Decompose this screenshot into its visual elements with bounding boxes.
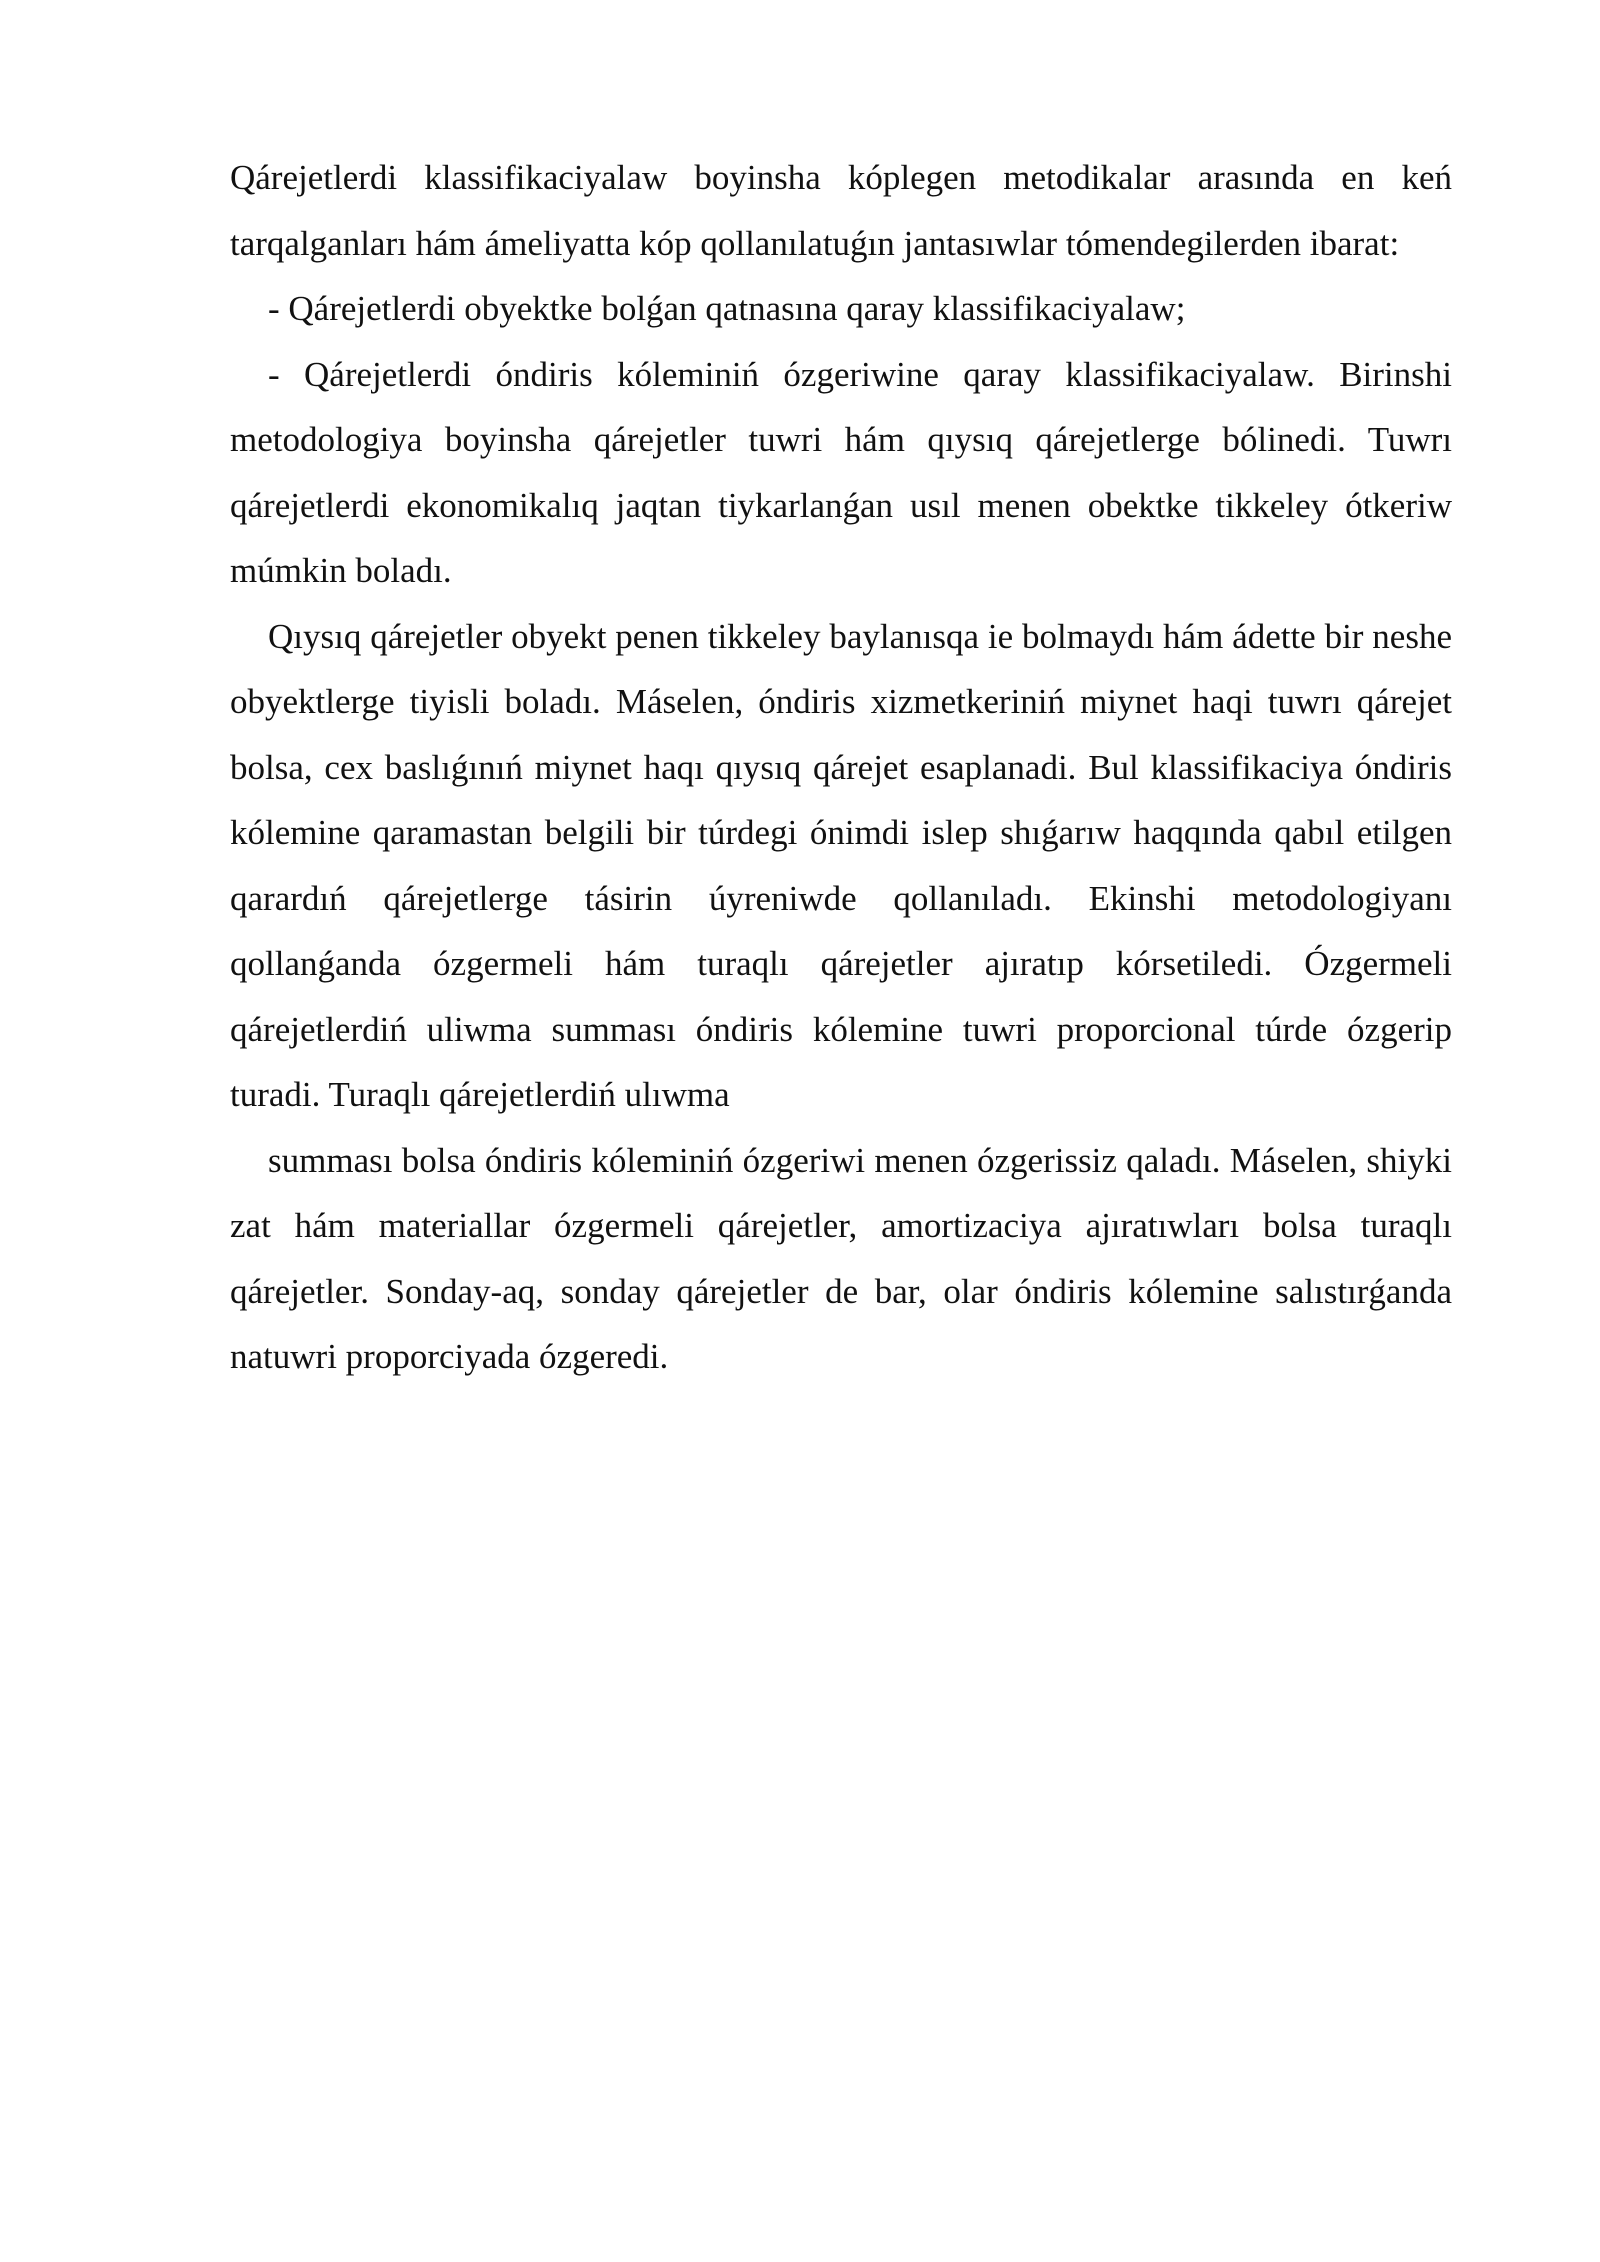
paragraph-intro: Qárejetlerdi klassifikaciyalaw boyinsha kóplegen metodikalar arasında en keń tarqalganları hám ámeliyatta kóp qollanılatuǵın jantasıwlar tómendegilerden ibarat: xyxy=(230,158,1452,263)
document-page xyxy=(230,145,1452,1390)
list-item-volume-classification: - Qárejetlerdi óndiris kóleminiń ózgeriwine qaray klassifikaciyalaw. Birinshi metodologiya boyinsha qárejetler tuwri hám qıysıq qárejetlerge bólinedi. Tuwrı qárejetlerdi ekonomikalıq jaqtan tiykarlanǵan usıl menen obektke tikkeley ótkeriw múmkin boladı. xyxy=(230,354,1452,590)
list-item-object-classification: - Qárejetlerdi obyektke bolǵan qatnasına qaray klassifikaciyalaw; xyxy=(268,289,1186,328)
paragraph-indirect-costs: Qıysıq qárejetler obyekt penen tikkeley baylanısqa ie bolmaydı hám ádette bir neshe obyektlerge tiyisli boladı. Máselen, óndiris xizmetkeriniń miynet haqi tuwrı qárejet bolsa, cex baslıǵınıń miynet haqı qıysıq qárejet esaplanadi. Bul klassifikaciya óndiris kólemine qaramastan belgili bir túrdegi ónimdi islep shıǵarıw haqqında qabıl etilgen qarardıń qárejetlerge tásirin úyreniwde qollanıladı. Ekinshi metodologiyanı qollanǵanda ózgermeli hám turaqlı qárejetler ajıratıp kórsetiledi. Ózgermeli qárejetlerdiń uliwma summası óndiris kólemine tuwri proporcional túrde ózgerip turadi. Turaqlı qárejetlerdiń ulıwma xyxy=(230,616,1452,1114)
paragraph-fixed-costs: summası bolsa óndiris kóleminiń ózgeriwi menen ózgerissiz qaladı. Máselen, shiyki zat hám materiallar ózgermeli qárejetler, amortizaciya ajıratıwları bolsa turaqlı qárejetler. Sonday-aq, sonday qárejetler de bar, olar óndiris kólemine salıstırǵanda natuwri proporciyada ózgeredi. xyxy=(230,1140,1452,1376)
